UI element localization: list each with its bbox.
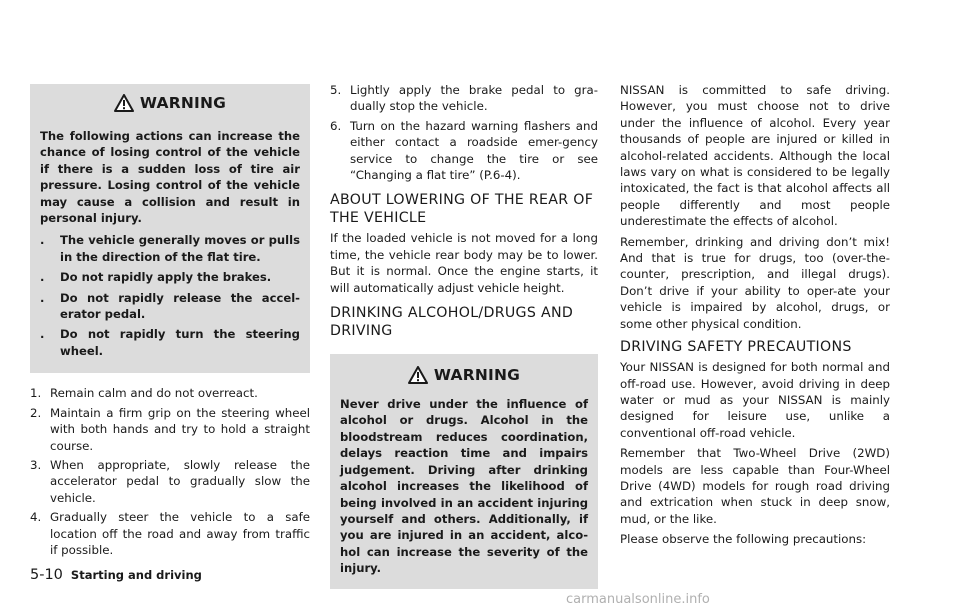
- warning-title: WARNING: [139, 94, 227, 112]
- step-number: 2.: [30, 405, 42, 420]
- list-item: [30, 509, 310, 558]
- step-text: Maintain a firm grip on the steering wheel with both hands and try to hold a straight course.: [50, 405, 310, 453]
- warning-box-alcohol: [330, 354, 598, 588]
- step-text: When appropriate, slowly release the accelerator pedal to gradually slow the vehicle.: [50, 457, 310, 505]
- step-text: Gradually steer the vehicle to a safe location off the road and away from traffic if possible.: [50, 510, 310, 557]
- step-text: Remain calm and do not overreact.: [50, 386, 258, 401]
- bullet-text: The vehicle generally moves or pulls in the direction of the flat tire.: [60, 233, 300, 264]
- list-item: [330, 118, 598, 184]
- paragraph: Your NISSAN is designed for both normal and off-road use. However, avoid driving in deep water or mud as your NISSAN is mainly designed for leisure use, unlike a conventional off-road vehicle.: [620, 360, 890, 440]
- bullet-text: Do not rapidly release the accel-erator pedal.: [60, 290, 300, 322]
- column-1: [30, 84, 310, 561]
- warning-title: WARNING: [433, 366, 521, 385]
- list-item: [330, 82, 598, 115]
- warning-intro: The following actions can increase the chance of losing control of the vehicle if there is a sudden loss of tire air pressure. Losing control of the vehicle may cause a collision and result in personal injury.: [40, 129, 300, 226]
- section-heading-safety: DRIVING SAFETY PRECAUTIONS: [620, 339, 852, 356]
- step-number: 1.: [30, 386, 42, 401]
- step-number: 4.: [30, 510, 42, 525]
- list-item: [40, 269, 300, 285]
- list-item: [30, 457, 310, 506]
- column-3: [620, 82, 890, 552]
- warning-header: [40, 94, 300, 112]
- bullet-dot-icon: .: [40, 327, 45, 342]
- list-item: [30, 385, 310, 401]
- bullet-text: Do not rapidly turn the steering wheel.: [60, 327, 300, 358]
- list-item: [40, 232, 300, 265]
- step-number: 5.: [330, 83, 342, 97]
- step-number: 6.: [330, 118, 342, 133]
- step-text: Turn on the hazard warning flashers and either contact a roadside emer-gency service to change the tire or see “Changing a flat tire” (P.6-4).: [350, 118, 598, 183]
- warning-triangle-icon: [408, 366, 428, 384]
- warning-triangle-icon: [114, 94, 134, 112]
- bullet-dot-icon: .: [40, 290, 45, 305]
- warning-text: Never drive under the influence of alcohol or drugs. Alcohol in the bloodstream reduces coordination, delays reaction time and impairs judgement. Driving after drinking alcohol increases the likelihood of being involved in an accident injuring yourself and others. Additionally, if you are injured in an accident, alco-hol can increase the severity of the injury.: [340, 397, 588, 576]
- page-footer: [30, 567, 202, 583]
- column-2: [330, 82, 598, 589]
- paragraph: NISSAN is committed to safe driving. However, you must choose not to drive under the influence of alcohol. Every year thousands of people are injured or killed in alcohol-related accidents. Although the local laws vary on what is considered to be legally intoxicated, the fact is that alcohol affects all people differently and most people underestimate the effects of alcohol.: [620, 83, 890, 229]
- bullet-dot-icon: .: [40, 270, 45, 285]
- page-number: 5-10: [30, 567, 63, 583]
- paragraph: Please observe the following precautions:: [620, 532, 867, 547]
- list-item: [40, 326, 300, 359]
- step-text: Lightly apply the brake pedal to gra-dually stop the vehicle.: [350, 83, 598, 114]
- section-name: Starting and driving: [70, 568, 202, 582]
- section-heading-drinking: DRINKING ALCOHOL/DRUGS AND DRIVING: [330, 305, 574, 340]
- bullet-dot-icon: .: [40, 233, 45, 248]
- paragraph: Remember, drinking and driving don’t mix! And that is true for drugs, too (over-the-counter, prescription, and illegal drugs). Don’t drive if your ability to oper-ate your vehicle is impaired by alcohol, drugs, or some other physical condition.: [620, 234, 890, 331]
- lowering-paragraph: If the loaded vehicle is not moved for a long time, the vehicle rear body may be to lower. But it is normal. Once the engine starts, it will automatically adjust vehicle height.: [330, 231, 598, 295]
- watermark: carmanualsonline.info: [566, 592, 710, 607]
- step-number: 3.: [30, 457, 42, 472]
- list-item: [30, 405, 310, 454]
- warning-bullet-list: [40, 232, 300, 359]
- warning-box-tire: [30, 84, 310, 373]
- section-heading-lowering: ABOUT LOWERING OF THE REAR OF THE VEHICLE: [330, 192, 594, 227]
- warning-header: [340, 366, 588, 384]
- bullet-text: Do not rapidly apply the brakes.: [60, 270, 272, 285]
- steps-list-1: [30, 385, 310, 558]
- list-item: [40, 290, 300, 323]
- paragraph: Remember that Two-Wheel Drive (2WD) models are less capable than Four-Wheel Drive (4WD) models for rough road driving and extrication when stuck in deep snow, mud, or the like.: [620, 446, 890, 526]
- steps-list-2: [330, 82, 598, 183]
